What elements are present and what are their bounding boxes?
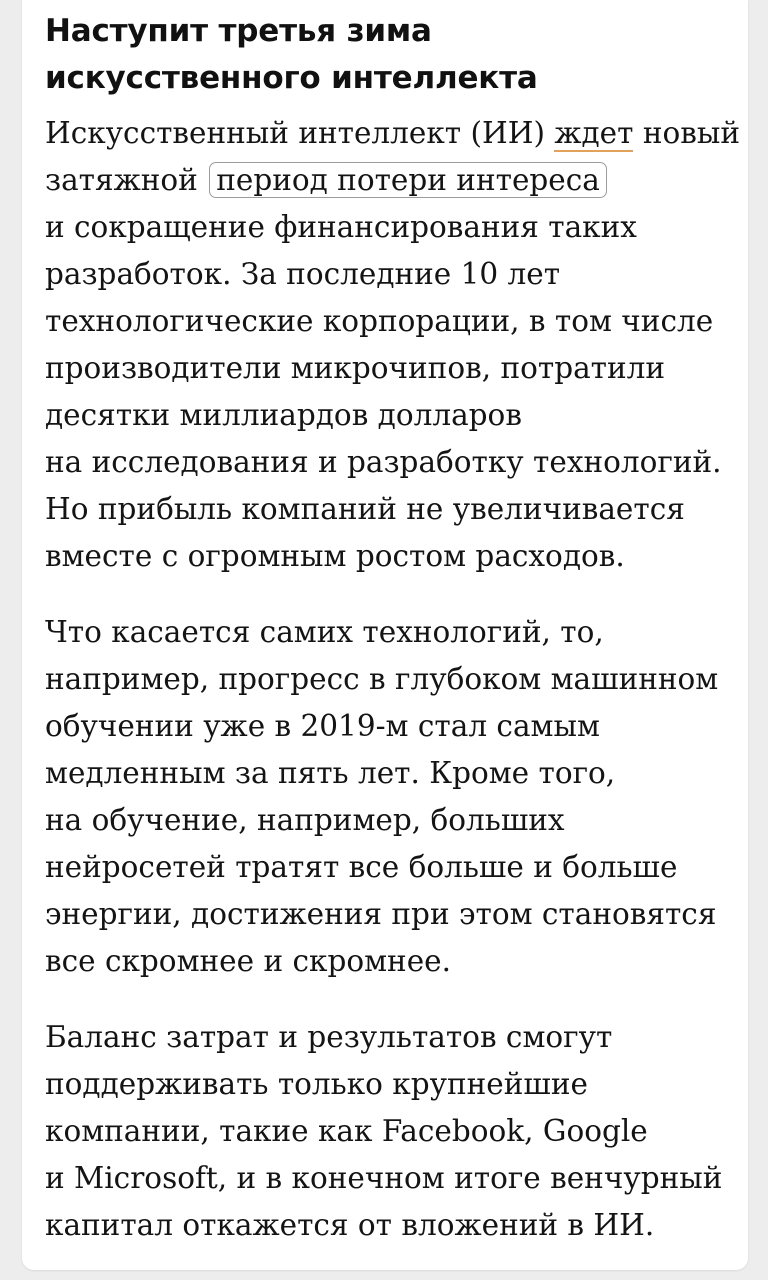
text-line: Что касается самих технологий, то, <box>45 615 604 649</box>
link-zhdet[interactable]: ждет <box>554 116 634 150</box>
text-line: и Microsoft, и в конечном итоге венчурный <box>45 1161 723 1195</box>
text-line <box>45 157 726 204</box>
headline-line: искусственного интеллекта <box>45 60 538 96</box>
text-fragment: новый <box>633 116 740 150</box>
text-line: разработок. За последние 10 лет <box>45 257 561 291</box>
text-line: вместе с огромным ростом расходов. <box>45 539 625 573</box>
text-fragment: Искусственный интеллект (ИИ) <box>45 116 555 150</box>
text-line: нейросетей тратят все больше и больше <box>45 850 678 884</box>
text-line: на исследования и разработку технологий. <box>45 445 722 479</box>
text-line: Баланс затрат и результатов смогут <box>45 1020 613 1054</box>
text-line: например, прогресс в глубоком машинном <box>45 662 719 696</box>
text-line: производители микрочипов, потратили <box>45 351 666 385</box>
text-line: все скромнее и скромнее. <box>45 944 452 978</box>
text-line: медленным за пять лет. Кроме того, <box>45 756 616 790</box>
text-line: технологические корпорации, в том числе <box>45 304 714 338</box>
text-line <box>45 110 740 157</box>
article-card <box>22 0 748 1270</box>
text-line: поддерживать только крупнейшие <box>45 1067 588 1101</box>
headline-line: Наступит третья зима <box>45 13 432 49</box>
text-line: на обучение, например, больших <box>45 803 565 837</box>
paragraph-3 <box>45 1014 726 1249</box>
highlighted-phrase[interactable]: период потери интереса <box>209 162 607 198</box>
text-line: энергии, достижения при этом становятся <box>45 897 717 931</box>
text-line: Но прибыль компаний не увеличивается <box>45 492 685 526</box>
paragraph-1 <box>45 110 740 580</box>
text-line: компании, такие как Facebook, Google <box>45 1114 648 1148</box>
paragraph-2 <box>45 609 726 985</box>
text-line: капитал откажется от вложений в ИИ. <box>45 1208 655 1242</box>
text-line: и сокращение финансирования таких <box>45 210 637 244</box>
text-line: обучении уже в 2019-м стал самым <box>45 709 600 743</box>
text-line: десятки миллиардов долларов <box>45 398 522 432</box>
text-fragment: затяжной <box>45 163 208 197</box>
article-headline <box>45 0 726 102</box>
